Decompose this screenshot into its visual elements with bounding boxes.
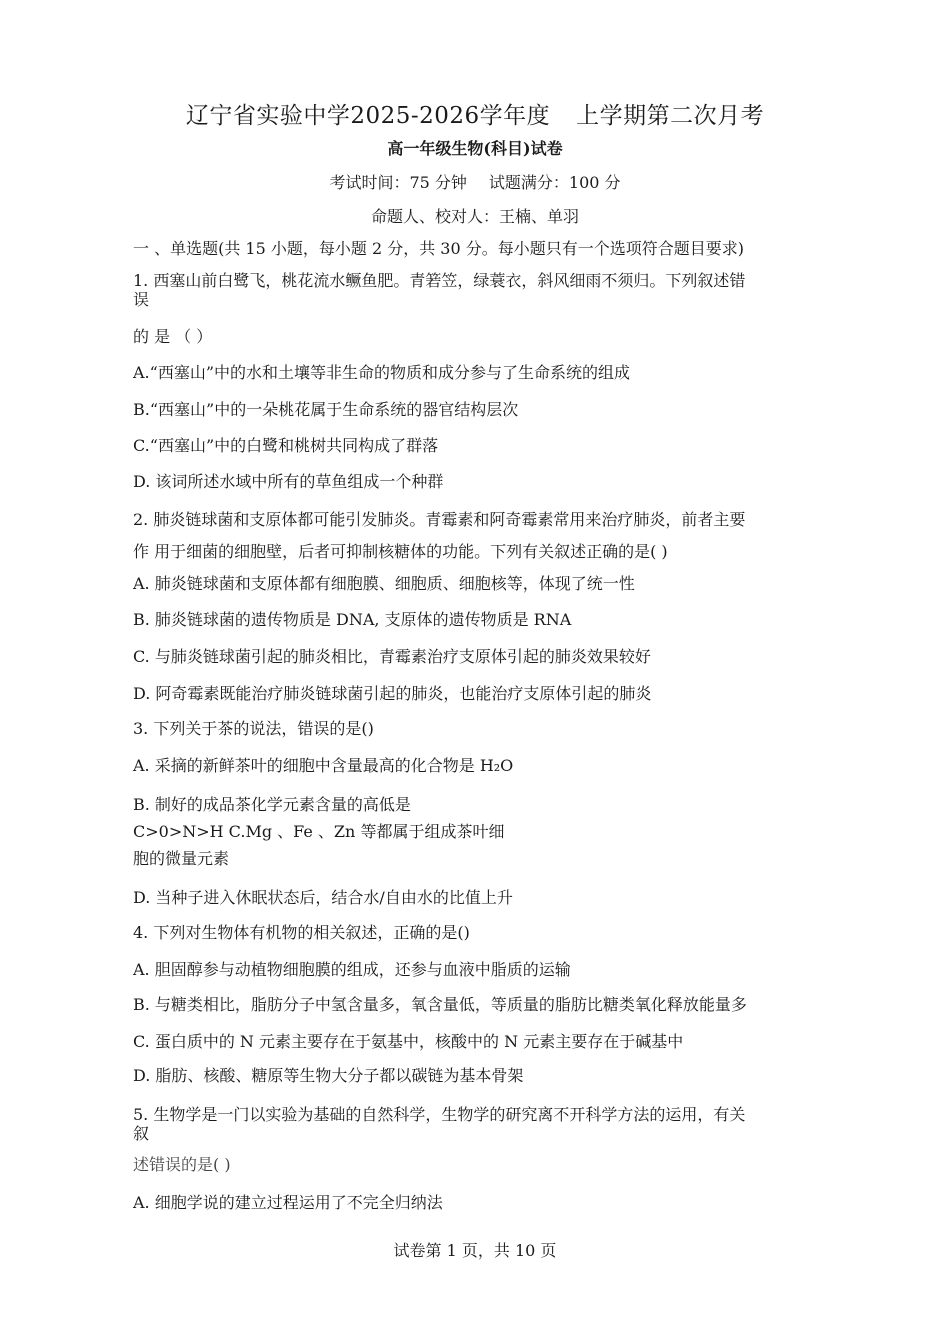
title-right: 上学期第二次月考 <box>576 103 765 129</box>
q1-option-c: C.“西塞山”中的白鹭和桃树共同构成了群落 <box>133 436 439 455</box>
q5-stem-line2: 叙 <box>133 1124 150 1143</box>
q1-stem-line2: 误 <box>133 290 150 309</box>
q1-option-a: A.“西塞山”中的水和土壤等非生命的物质和成分参与了生命系统的组成 <box>133 363 631 382</box>
q2-stem-line1: 2. 肺炎链球菌和支原体都可能引发肺炎。青霉素和阿奇霉素常用来治疗肺炎，前者主要 <box>133 510 746 529</box>
q3-option-d: D. 当种子进入休眠状态后，结合水/自由水的比值上升 <box>133 888 513 907</box>
q4-option-b: B. 与糖类相比，脂肪分子中氢含量多，氧含量低，等质量的脂肪比糖类氧化释放能量多 <box>133 995 747 1014</box>
q4-option-d: D. 脂肪、核酸、糖原等生物大分子都以碳链为基本骨架 <box>133 1066 524 1085</box>
full-score: 试题满分：100 分 <box>488 173 621 192</box>
section-heading: 一 、单选题(共 15 小题，每小题 2 分，共 30 分。每小题只有一个选项符合题目要求) <box>133 239 744 258</box>
q5-option-a: A. 细胞学说的建立过程运用了不完全归纳法 <box>133 1193 443 1212</box>
q2-option-b: B. 肺炎链球菌的遗传物质是 DNA, 支原体的遗传物质是 RNA <box>133 610 572 629</box>
page-footer: 试卷第 1 页，共 10 页 <box>393 1241 557 1260</box>
q1-stem-line1: 1. 西塞山前白鹭飞，桃花流水鳜鱼肥。青箬笠，绿蓑衣，斜风细雨不须归。下列叙述错 <box>133 271 746 290</box>
exam-authors: 命题人、校对人：王楠、单羽 <box>370 207 579 226</box>
exam-subtitle: 高一年级生物(科目)试卷 <box>387 139 563 158</box>
q2-option-c: C. 与肺炎链球菌引起的肺炎相比，青霉素治疗支原体引起的肺炎效果较好 <box>133 647 651 666</box>
exam-meta <box>0 170 950 193</box>
exam-title <box>0 97 950 130</box>
q4-stem: 4. 下列对生物体有机物的相关叙述，正确的是() <box>133 923 470 942</box>
q2-option-a: A. 肺炎链球菌和支原体都有细胞膜、细胞质、细胞核等，体现了统一性 <box>133 574 635 593</box>
q1-stem-line3: 的 是 （ ） <box>133 327 213 346</box>
q3-option-c-cont: 胞的微量元素 <box>133 849 230 868</box>
q1-option-d: D. 该词所述水域中所有的草鱼组成一个种群 <box>133 472 444 491</box>
exam-time: 考试时间：75 分钟 <box>329 173 467 192</box>
q3-option-b-cont: C>0>N>H C.Mg 、Fe 、Zn 等都属于组成茶叶细 <box>133 822 505 841</box>
q4-option-c: C. 蛋白质中的 N 元素主要存在于氨基中，核酸中的 N 元素主要存在于碱基中 <box>133 1032 684 1051</box>
title-left: 辽宁省实验中学2025-2026学年度 <box>185 103 551 129</box>
q1-option-b: B.“西塞山”中的一朵桃花属于生命系统的器官结构层次 <box>133 400 519 419</box>
q4-option-a: A. 胆固醇参与动植物细胞膜的组成，还参与血液中脂质的运输 <box>133 960 571 979</box>
q3-stem: 3. 下列关于茶的说法，错误的是() <box>133 719 374 738</box>
q2-stem-line2: 作 用于细菌的细胞壁，后者可抑制核糖体的功能。下列有关叙述正确的是( ) <box>133 542 668 561</box>
q5-stem-line3: 述错误的是( ) <box>133 1155 231 1174</box>
q3-option-a: A. 采摘的新鲜茶叶的细胞中含量最高的化合物是 H₂O <box>133 756 514 775</box>
q2-option-d: D. 阿奇霉素既能治疗肺炎链球菌引起的肺炎，也能治疗支原体引起的肺炎 <box>133 684 652 703</box>
q3-option-b: B. 制好的成品茶化学元素含量的高低是 <box>133 795 411 814</box>
q5-stem-line1: 5. 生物学是一门以实验为基础的自然科学，生物学的研究离不开科学方法的运用，有关 <box>133 1105 746 1124</box>
